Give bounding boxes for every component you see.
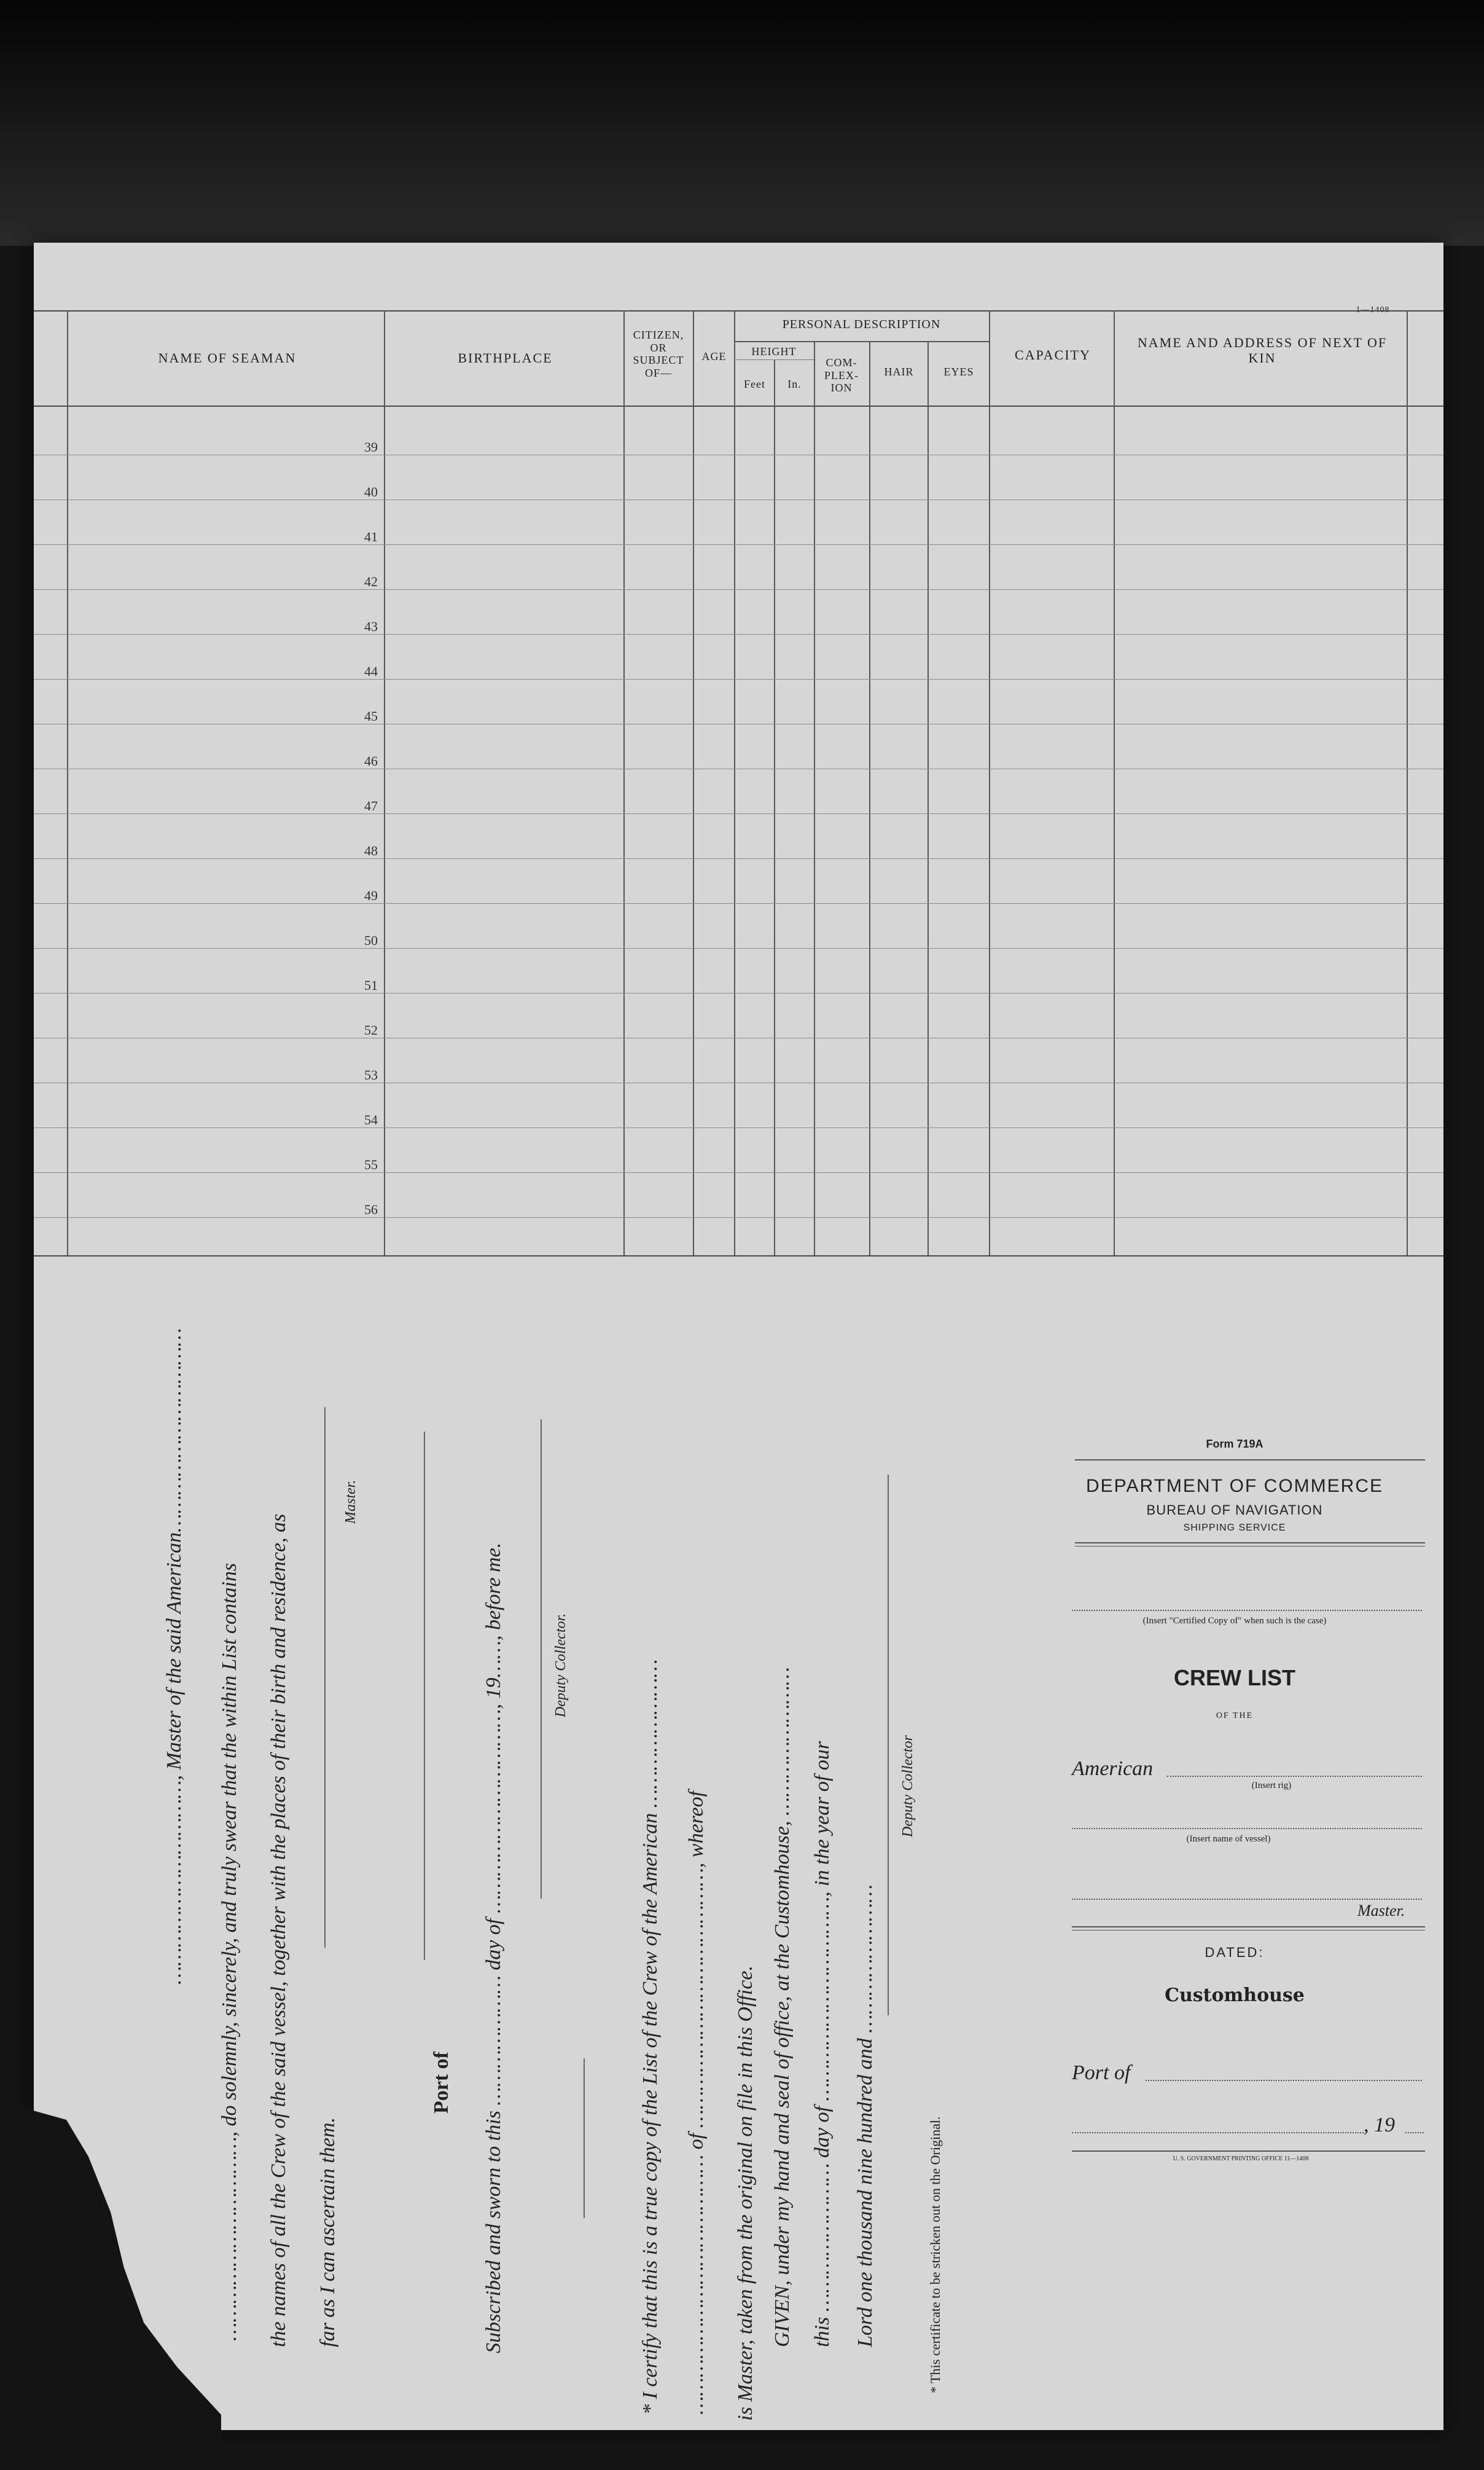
table-row-line <box>34 993 1443 994</box>
header-birthplace: BIRTHPLACE <box>458 350 553 366</box>
master-label: Master. <box>343 1480 359 1524</box>
year-label: , 19 <box>1364 2114 1395 2136</box>
header-eyes: EYES <box>943 366 974 378</box>
oath-line-1: ……………………………, Master of the said American…………………………… <box>163 1328 186 1985</box>
bureau-title: BUREAU OF NAVIGATION <box>1146 1502 1323 1518</box>
row-number: 47 <box>364 798 378 814</box>
oath-and-cover-section <box>34 1260 1443 2427</box>
header-hair: HAIR <box>884 366 914 378</box>
row-number: 44 <box>364 664 378 679</box>
row-number: 56 <box>364 1202 378 1217</box>
table-row-line <box>34 544 1443 545</box>
cover-port-of-label: Port of <box>1072 2061 1131 2084</box>
cover-panel <box>1038 1260 1431 2427</box>
seaman-table <box>34 310 1443 1260</box>
header-next-of-kin: NAME AND ADDRESS OF NEXT OF KIN <box>1137 335 1388 366</box>
header-age: AGE <box>701 350 727 363</box>
port-of-label: Port of <box>430 2051 453 2114</box>
header-capacity: CAPACITY <box>1015 347 1091 363</box>
table-row-line <box>34 1127 1443 1128</box>
of-the-label: OF THE <box>1216 1711 1254 1720</box>
header-feet: Feet <box>744 378 765 390</box>
table-row-line <box>34 589 1443 590</box>
certificate-line-6: Lord one thousand nine hundred and …………………… <box>854 1884 877 2347</box>
scan-background <box>0 0 1484 246</box>
table-row-line <box>34 948 1443 949</box>
oath-line-3: the names of all the Crew of the said vessel, together with the places of their birth and residence, as <box>267 1513 290 2347</box>
certificate-line-2: …………………………………… of ……………………………………, whereof <box>685 1790 708 2415</box>
header-height: HEIGHT <box>751 345 797 358</box>
row-number: 53 <box>364 1067 378 1083</box>
table-row-line <box>34 903 1443 904</box>
certificate-footnote: * This certificate to be stricken out on the Original. <box>928 2116 943 2393</box>
deputy-collector-1: Deputy Collector. <box>553 1613 569 1717</box>
row-number: 48 <box>364 843 378 858</box>
row-number: 55 <box>364 1157 378 1172</box>
row-number: 40 <box>364 484 378 500</box>
printer-imprint: U. S. GOVERNMENT PRINTING OFFICE 11—1408 <box>1173 2155 1309 2162</box>
subscribed-line: Subscribed and sworn to this ………………… day of ……………………………, 19……, before me. <box>482 1542 505 2353</box>
header-personal-description: PERSONAL DESCRIPTION <box>782 318 941 331</box>
certificate-line-3: is Master, taken from the original on file in this Office. <box>734 1965 757 2421</box>
row-number: 39 <box>364 439 378 455</box>
row-number: 41 <box>364 529 378 544</box>
table-row-line <box>34 679 1443 680</box>
form-number: Form 719A <box>1206 1438 1263 1450</box>
table-row-line <box>34 1172 1443 1173</box>
cover-master-label: Master. <box>1357 1902 1405 1919</box>
insert-vessel-note: (Insert name of vessel) <box>1186 1834 1271 1844</box>
dated-label: DATED: <box>1205 1945 1265 1960</box>
certified-copy-note: (Insert "Certified Copy of" when such is the case) <box>1142 1616 1327 1626</box>
table-row-line <box>34 1217 1443 1218</box>
deputy-collector-2: Deputy Collector <box>900 1735 916 1837</box>
crew-list-title: CREW LIST <box>1174 1665 1295 1690</box>
row-number: 51 <box>364 978 378 993</box>
row-number: 50 <box>364 933 378 948</box>
american-label: American <box>1072 1757 1154 1780</box>
service-title: SHIPPING SERVICE <box>1183 1523 1286 1533</box>
row-number: 52 <box>364 1022 378 1038</box>
row-number: 54 <box>364 1112 378 1127</box>
crew-list-form <box>34 243 1443 2430</box>
header-name-of-seaman: NAME OF SEAMAN <box>158 350 297 366</box>
certificate-line-4: GIVEN, under my hand and seal of office, at the Customhouse, …………………… <box>771 1667 794 2347</box>
header-inches: In. <box>787 378 802 390</box>
row-number: 43 <box>364 619 378 634</box>
certificate-line-5: this …………………… day of ……………………………, in the year of our <box>811 1741 834 2347</box>
row-number: 46 <box>364 753 378 769</box>
insert-rig-note: (Insert rig) <box>1251 1781 1292 1790</box>
header-citizen: CITIZEN, OR SUBJECT OF— <box>633 329 684 380</box>
table-row-line <box>34 634 1443 635</box>
department-title: DEPARTMENT OF COMMERCE <box>1085 1476 1384 1496</box>
row-number: 49 <box>364 888 378 903</box>
certificate-line-1: * I certify that this is a true copy of the List of the Crew of the American …………………… <box>639 1659 662 2415</box>
oath-line-2: ……………………………, do solemnly, sincerely, and truly swear that the within List contains <box>218 1562 241 2341</box>
table-row-line <box>34 858 1443 859</box>
header-complexion: COM- PLEX- ION <box>824 356 859 394</box>
customhouse-label: Customhouse <box>1165 1985 1305 2006</box>
oath-line-4: far as I can ascertain them. <box>316 2117 339 2347</box>
row-number: 45 <box>364 708 378 724</box>
row-number: 42 <box>364 574 378 589</box>
